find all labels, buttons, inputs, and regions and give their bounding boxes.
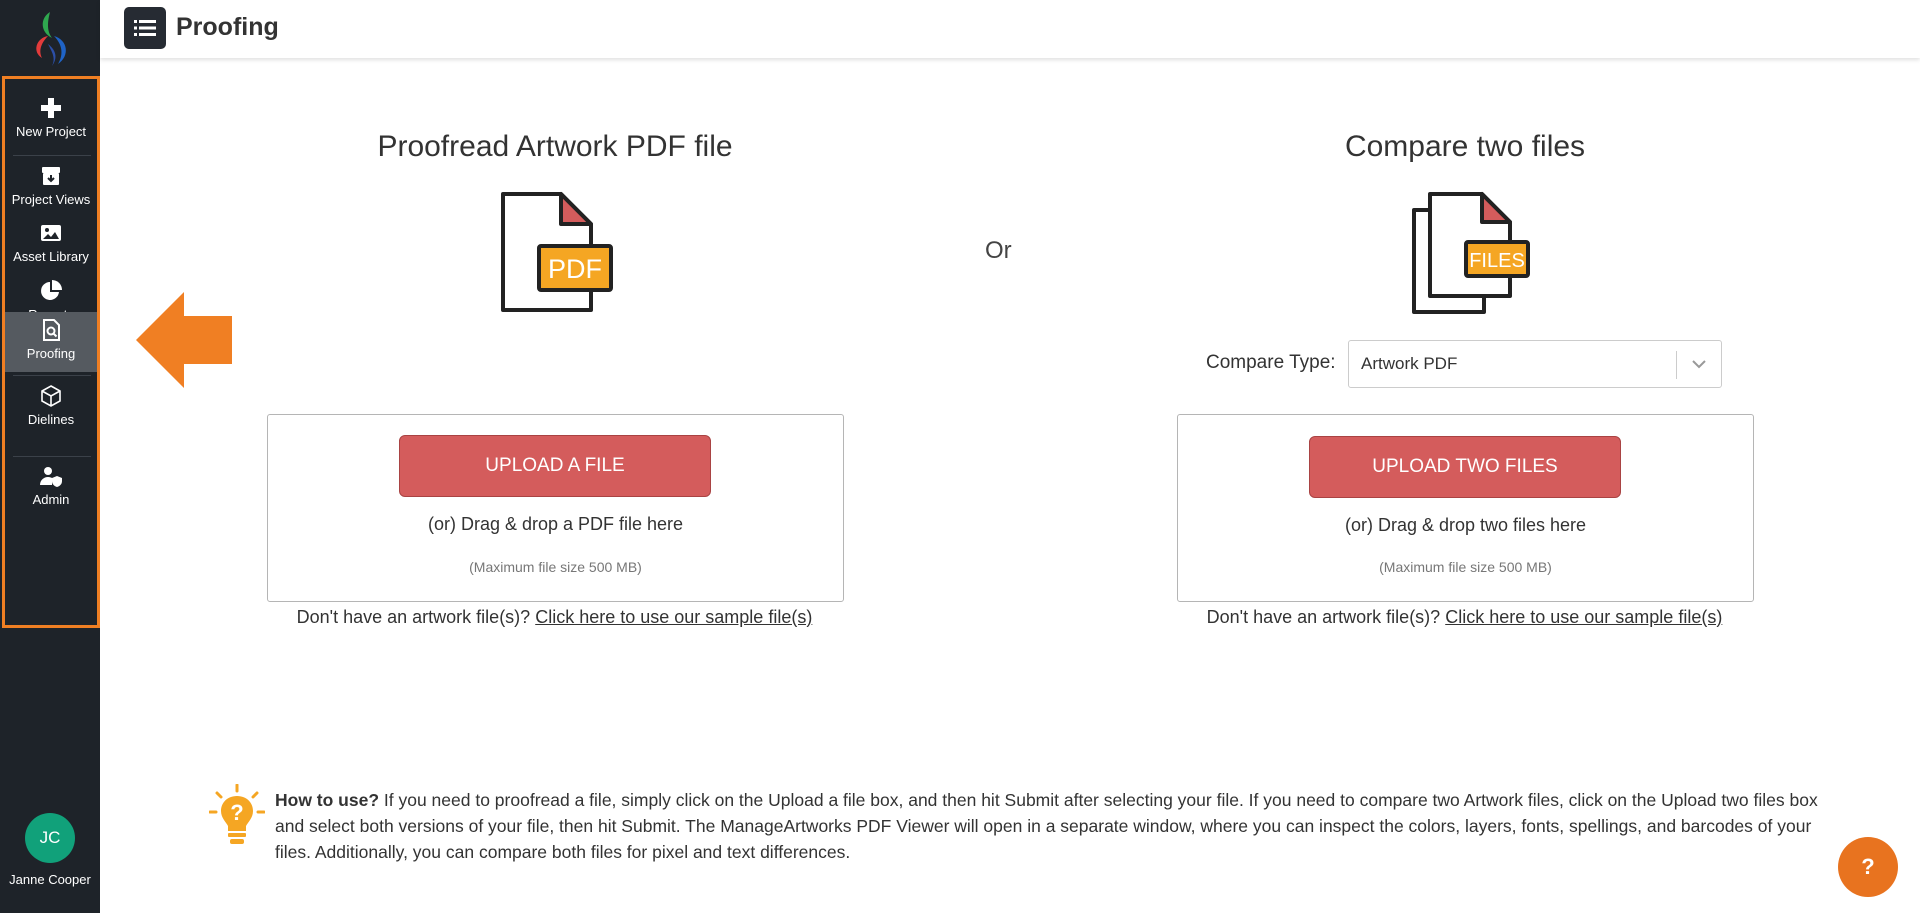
- help-button[interactable]: ?: [1838, 837, 1898, 897]
- app-logo[interactable]: [28, 8, 74, 68]
- upload-file-button[interactable]: UPLOAD A FILE: [399, 435, 711, 497]
- sidebar-item-dielines[interactable]: [5, 384, 97, 427]
- sidebar-item-label: Dielines: [27, 412, 75, 427]
- how-to-use-body: If you need to proofread a file, simply click on the Upload a file box, and then hit Submit after selecting your file. If you need to compare two Artwork files, click on the Upload two files box and select both versions of your file, then hit Submit. The ManageArtworks PDF Viewer will open in a separate window, where you can inspect the colors, layers, fonts, spellings, and barcodes of your files. Additionally, you can compare both files for pixel and text differences.: [275, 790, 1818, 862]
- divider: [13, 155, 91, 156]
- upload-file-dropzone[interactable]: [267, 414, 844, 602]
- user-name[interactable]: Janne Cooper: [9, 872, 91, 887]
- sample-prefix: Don't have an artwork file(s)?: [296, 607, 531, 627]
- max-size-text: (Maximum file size 500 MB): [469, 559, 642, 575]
- divider: [1676, 351, 1677, 379]
- files-icon: [1410, 190, 1530, 316]
- user-shield-icon: [39, 464, 63, 488]
- lightbulb-icon: [209, 784, 265, 846]
- sidebar-item-admin[interactable]: [5, 464, 97, 507]
- sample-file-line: [1177, 607, 1752, 628]
- pdf-file-icon: [497, 190, 619, 316]
- sidebar-nav: [2, 76, 100, 628]
- sidebar-item-label: New Project: [15, 124, 87, 139]
- sidebar-item-proofing[interactable]: [5, 312, 97, 372]
- sample-file-link[interactable]: Click here to use our sample file(s): [535, 607, 813, 627]
- or-separator: Or: [985, 237, 1012, 264]
- header: [100, 0, 1920, 58]
- plus-icon: [39, 96, 63, 120]
- page-title: Proofing: [176, 13, 279, 41]
- chevron-down-icon[interactable]: [1691, 356, 1707, 372]
- upload-two-files-button[interactable]: UPLOAD TWO FILES: [1309, 436, 1621, 498]
- archive-icon: [39, 164, 63, 188]
- compare-type-label: Compare Type:: [1206, 352, 1336, 373]
- upload-two-files-dropzone[interactable]: [1177, 414, 1754, 602]
- proofread-title: Proofread Artwork PDF file: [377, 130, 733, 163]
- divider: [13, 456, 91, 457]
- file-search-icon: [39, 318, 63, 342]
- compare-title: Compare two files: [1344, 130, 1586, 163]
- drag-drop-text: (or) Drag & drop a PDF file here: [427, 514, 684, 534]
- menu-button[interactable]: [124, 7, 166, 49]
- cube-icon: [39, 384, 63, 408]
- sidebar-item-label: Project Views: [11, 192, 91, 207]
- compare-type-select[interactable]: [1348, 340, 1722, 388]
- divider: [13, 375, 91, 376]
- sidebar-item-asset-library[interactable]: [5, 221, 97, 264]
- arrow-left-icon: [136, 292, 232, 388]
- sample-file-line: [267, 607, 842, 628]
- files-icon-label: FILES: [1469, 250, 1525, 272]
- compare-type-value: Artwork PDF: [1361, 354, 1458, 373]
- sample-file-link[interactable]: Click here to use our sample file(s): [1445, 607, 1723, 627]
- how-to-use-text: [275, 787, 1820, 865]
- sample-prefix: Don't have an artwork file(s)?: [1206, 607, 1441, 627]
- sidebar-item-label: Proofing: [26, 346, 76, 361]
- sidebar-item-project-views[interactable]: [5, 164, 97, 207]
- image-icon: [39, 221, 63, 245]
- list-icon: [134, 19, 156, 37]
- how-to-use-label: How to use?: [275, 790, 380, 810]
- sidebar-item-label: Asset Library: [13, 249, 89, 264]
- svg-text:?: ?: [230, 800, 244, 825]
- sidebar-item-new-project[interactable]: [5, 96, 97, 139]
- sidebar-item-label: Admin: [32, 492, 70, 507]
- avatar[interactable]: JC: [25, 813, 75, 863]
- drag-drop-text: (or) Drag & drop two files here: [1344, 515, 1587, 535]
- sidebar: [0, 0, 100, 913]
- pdf-icon-label: PDF: [548, 254, 602, 284]
- pie-chart-icon: [39, 279, 63, 303]
- max-size-text: (Maximum file size 500 MB): [1379, 559, 1552, 575]
